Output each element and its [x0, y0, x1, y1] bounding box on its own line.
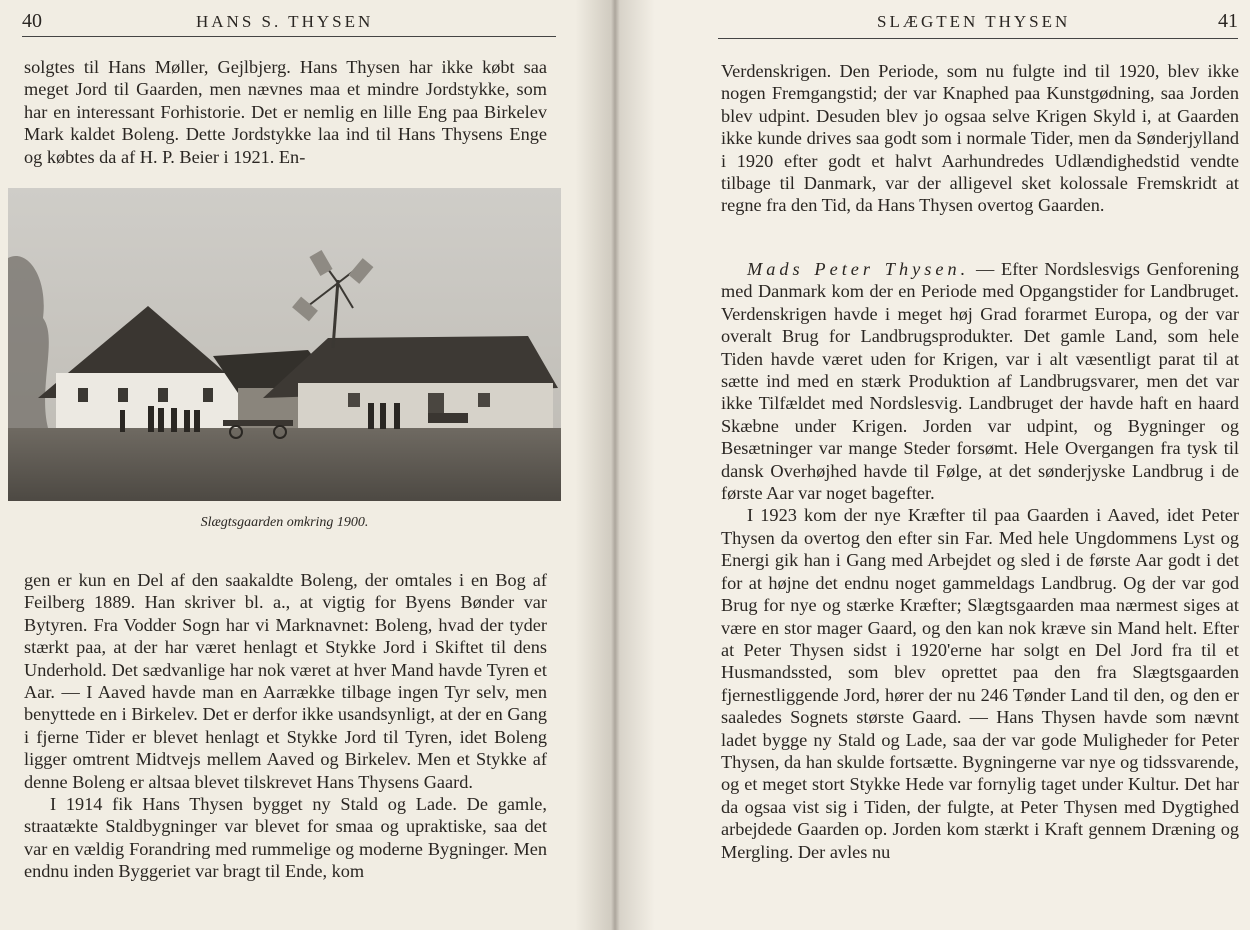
running-head-left: HANS S. THYSEN — [196, 12, 374, 31]
left-page — [0, 0, 610, 930]
photo-caption: Slægtsgaarden omkring 1900. — [200, 515, 369, 530]
paragraph-bottom: gen er kun en Del af den saakaldte Boleng, der omtales i en Bog af Feilberg 1889. Han skriver bl. a., at vigtig for Byens Bønder var Bytyren. Fra Vodder Sogn har vi Marknavnet: Boleng, hvad der tyder stærkt paa, at der har været henlagt et Stykke Jord i Skiftet til dens Underhold. Det sædvanlige har nok været at hver Mand havde Tyren et Aar. — I Aaved havde man en Aarrække tilbage ingen Tyr selv, men benyttede en i Birkelev. Det er derfor ikke usandsynligt, at der en Gang i fjerne Tider er blevet henlagt et Stykke Jord til Tyren, idet Boleng ligger omtrent Midtvejs mellem Aaved og Birkelev. Men et Stykke af denne Boleng er altsaa blevet tilskrevet Hans Thysens Gaard. I 1914 fik Hans Thysen bygget ny Stald og Lade. De gamle, straatækte Staldbygninger var blevet for smaa og upraktiske, saa det var en vældig Forandring med rummelige og moderne Bygninger. Men endnu inden Byggeriet var bragt til Ende, kom — [24, 570, 547, 882]
paragraph-1: Verdenskrigen. Den Periode, som nu fulgte ind til 1920, blev ikke nogen Fremgangstid; der var Knaphed paa Kunstgødning, saa Jorden blev udpint. Desuden blev jo ogsaa selve Krigen Skyld i, at Gaarden ikke kunde drives saa godt som i normale Tider, men da Sønderjylland i 1920 efter godt et halvt Aarhundredes Udlændighedstid vendte tilbage til Danmark, var der alligevel sket kolossale Fremskridt at regne fra den Tid, da Hans Thysen overtog Gaarden. — [721, 61, 1239, 216]
section-name: Mads Peter Thysen. — [747, 259, 970, 279]
paragraph-3: I 1923 kom der nye Kræfter til paa Gaarden i Aaved, idet Peter Thysen da overtog den efter sin Far. Med hele Ungdommens Lyst og Energi gik han i Gang med Arbejdet og sled i de første Aar godt i det for at højne det endnu noget gammeldags Landbrug. Og der var god Brug for nye og stærke Kræfter; Slægtsgaarden maa nærmest siges at være en stor mager Gaard, og den kan nok kræve sin Mand helt. Efter at Peter Thysen sidst i 1920'erne har solgt en Del Jord fra til et Husmandssted, som blev oprettet paa den fra Slægtsgaarden fjernestliggende Jord, hører der nu 246 Tønder Land til den, og den er saaledes Sognets største Gaard. — Hans Thysen havde som nævnt ladet bygge ny Stald og Lade, saa der var gode Muligheder for Peter Thysen, da han skulde fortsætte. Bygningerne var nye og tidssvarende, og et meget stort Stykke Hede var fornylig taget under Kultur. Det har da ogsaa vist sig i Tiden, der fulgte, at Peter Thysen med Dygtighed arbejdede Gaarden op. Jorden kom stærkt i Kraft gennem Dræning og Mergling. Der avles nu — [721, 505, 1239, 862]
running-head-right: SLÆGTEN THYSEN — [877, 12, 1071, 31]
page-number-left: 40 — [22, 10, 42, 32]
header-rule-left — [22, 36, 556, 37]
paragraph-top: solgtes til Hans Møller, Gejlbjerg. Hans Thysen har ikke købt saa meget Jord til Gaarden, men nævnes maa et mindre Jordstykke, som har en interessant Forhistorie. Det er nemlig en lille Eng paa Birkelev Mark kaldet Boleng. Dette Jordstykke laa ind til Hans Thysens Enge og købtes da af H. P. Beier i 1921. En- — [24, 57, 547, 167]
farm-photo — [8, 188, 561, 501]
header-rule-right — [718, 38, 1238, 39]
paragraph-2: Mads Peter Thysen. — Efter Nordslesvigs Genforening med Danmark kom der en Periode med Opgangstider for Landbruget. Verdenskrigen havde i meget høj Grad forarmet Europa, og der var overalt Brug for Landbrugsprodukter. Det gamle Land, som hele Tiden havde været uden for Krigen, var i alt væsentligt parat til at sætte ind med en stærk Produktion af Landbrugsvarer, men det var ikke Tilfældet med Nordslesvig. Landbruget der havde haft en haard Skæbne under Krigen. Jorden var udpint, og Bygninger og Besætninger var mange Steder forsømt. Hele Overgangen fra tysk til dansk Overhøjhed havde til Følge, at det sønderjyske Landbrug i de første Aar var noget bagefter. I 1923 kom der nye Kræfter til paa Gaarden i Aaved, idet Peter Thysen da overtog den efter sin Far. Med hele Ungdommens Lyst og Energi gik han i Gang med Arbejdet og sled i de første Aar godt i det for at højne det endnu noget gammeldags Landbrug. Og der var god Brug for nye og stærke Kræfter; Slægtsgaarden maa nærmest siges at være en stor mager Gaard, og den kan nok kræve sin Mand helt. Efter at Peter Thysen sidst i 1920'erne har solgt en Del Jord fra til et Husmandssted, som blev oprettet paa den fra Slægtsgaarden fjernestliggende Jord, hører der nu 246 Tønder Land til den, og den er saaledes Sognets største Gaard. — Hans Thysen havde som nævnt ladet bygge ny Stald og Lade, saa der var gode Muligheder for Peter Thysen, da han skulde fortsætte. Bygningerne var nye og tidssvarende, og et meget stort Stykke Hede var fornylig taget under Kultur. Det har da ogsaa vist sig i Tiden, der fulgte, at Peter Thysen med Dygtighed arbejdede Gaarden op. Jorden kom stærkt i Kraft gennem Dræning og Mergling. Der avles nu — [721, 259, 1239, 862]
page-number-right: 41 — [1218, 10, 1238, 32]
right-page — [610, 0, 1250, 930]
